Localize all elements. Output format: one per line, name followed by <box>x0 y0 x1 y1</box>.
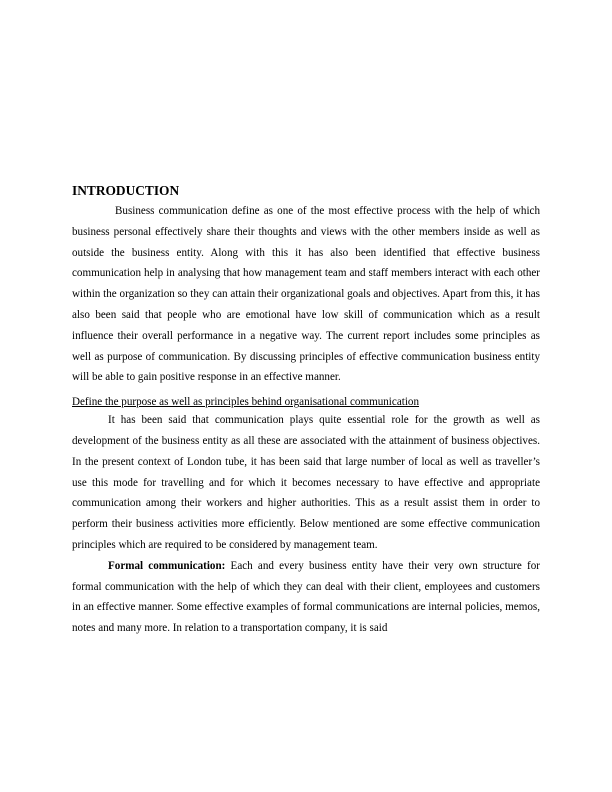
page-heading: INTRODUCTION <box>72 183 180 198</box>
formal-communication-label: Formal communication: <box>108 559 226 572</box>
section-title: Define the purpose as well as principles behind organisational communication <box>72 396 419 409</box>
formal-communication-text: Each and every business entity have their very own structure for formal communication with the help of which they can deal with their client, employees and customers in an effective manner. Some effective examples of formal communications are internal policies, memos, notes and many more. In relation to a transportation company, it is said <box>72 559 540 635</box>
formal-communication-paragraph <box>72 556 540 639</box>
intro-paragraph: Business communication define as one of the most effective process with the help of which business personal effectively share their thoughts and views with the other members inside as well as outside the business entity. Along with this it has also been identified that effective business communication help in analysing that how management team and staff members interact with each other within the organization so they can attain their organizational goals and objectives. Apart from this, it has also been said that people who are emotional have low skill of communication which as a result influence their overall performance in a negative way. The current report includes some principles as well as purpose of communication. By discussing principles of effective communication business entity will be able to gain positive response in an effective manner. <box>72 205 540 384</box>
section-paragraph: It has been said that communication plays quite essential role for the growth as well as development of the business entity as all these are associated with the attainment of business objectives. In the present context of London tube, it has been said that large number of local as well as traveller’s use this mode for travelling and for which it becomes necessary to have effective and appropriate communication among their workers and higher authorities. This as a result assist them in order to perform their business activities more efficiently. Below mentioned are some effective communication principles which are required to be considered by management team. <box>72 414 540 551</box>
document-body <box>72 183 540 639</box>
